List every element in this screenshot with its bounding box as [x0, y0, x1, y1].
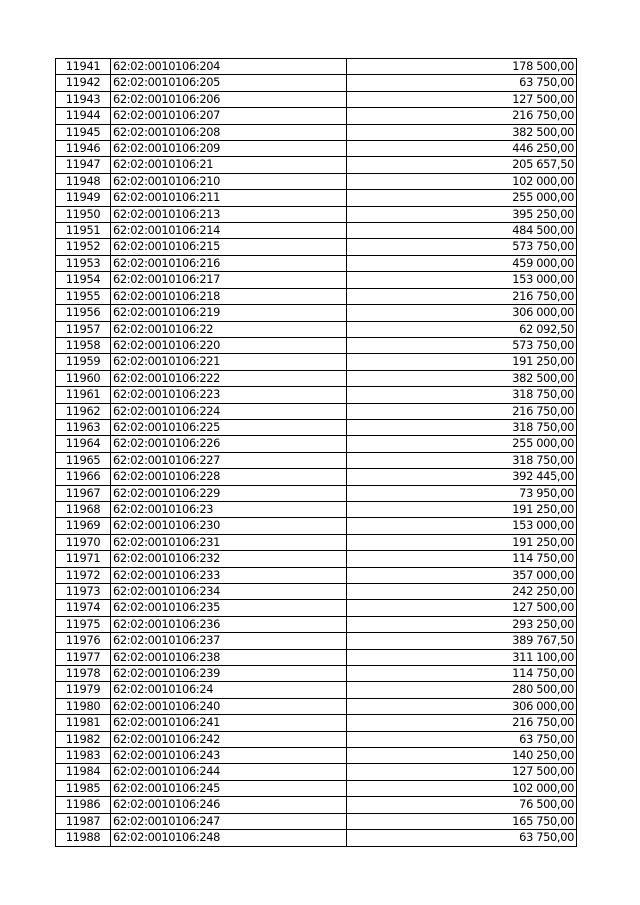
row-number-cell: 11983	[56, 748, 111, 764]
cadastral-number-cell: 62:02:0010106:211	[111, 190, 347, 206]
cadastral-value-cell: 127 500,00	[347, 764, 577, 780]
table-row	[56, 682, 577, 698]
table-row	[56, 337, 577, 353]
row-number-cell: 11976	[56, 633, 111, 649]
cadastral-value-cell: 395 250,00	[347, 206, 577, 222]
table-row	[56, 419, 577, 435]
cadastral-value-cell: 357 000,00	[347, 567, 577, 583]
row-number-cell: 11951	[56, 223, 111, 239]
table-row	[56, 190, 577, 206]
table-row	[56, 715, 577, 731]
table-row	[56, 108, 577, 124]
cadastral-number-cell: 62:02:0010106:244	[111, 764, 347, 780]
cadastral-value-cell: 382 500,00	[347, 124, 577, 140]
row-number-cell: 11979	[56, 682, 111, 698]
cadastral-value-cell: 280 500,00	[347, 682, 577, 698]
cadastral-number-cell: 62:02:0010106:207	[111, 108, 347, 124]
cadastral-number-cell: 62:02:0010106:220	[111, 337, 347, 353]
row-number-cell: 11965	[56, 452, 111, 468]
cadastral-number-cell: 62:02:0010106:227	[111, 452, 347, 468]
cadastral-number-cell: 62:02:0010106:208	[111, 124, 347, 140]
row-number-cell: 11974	[56, 600, 111, 616]
table-row	[56, 501, 577, 517]
cadastral-number-cell: 62:02:0010106:213	[111, 206, 347, 222]
cadastral-value-cell: 382 500,00	[347, 370, 577, 386]
cadastral-number-cell: 62:02:0010106:238	[111, 649, 347, 665]
cadastral-value-cell: 255 000,00	[347, 190, 577, 206]
row-number-cell: 11949	[56, 190, 111, 206]
cadastral-value-cell: 392 445,00	[347, 469, 577, 485]
table-row	[56, 370, 577, 386]
table-row	[56, 91, 577, 107]
cadastral-value-cell: 76 500,00	[347, 797, 577, 813]
cadastral-number-cell: 62:02:0010106:209	[111, 141, 347, 157]
row-number-cell: 11945	[56, 124, 111, 140]
table-row	[56, 666, 577, 682]
row-number-cell: 11973	[56, 584, 111, 600]
cadastral-number-cell: 62:02:0010106:225	[111, 419, 347, 435]
cadastral-value-cell: 153 000,00	[347, 272, 577, 288]
row-number-cell: 11967	[56, 485, 111, 501]
table-row	[56, 600, 577, 616]
row-number-cell: 11970	[56, 534, 111, 550]
table-body	[56, 59, 577, 847]
row-number-cell: 11982	[56, 731, 111, 747]
table-row	[56, 764, 577, 780]
row-number-cell: 11947	[56, 157, 111, 173]
cadastral-value-cell: 102 000,00	[347, 780, 577, 796]
cadastral-number-cell: 62:02:0010106:236	[111, 616, 347, 632]
table-row	[56, 141, 577, 157]
cadastral-number-cell: 62:02:0010106:228	[111, 469, 347, 485]
row-number-cell: 11981	[56, 715, 111, 731]
row-number-cell: 11955	[56, 288, 111, 304]
row-number-cell: 11941	[56, 59, 111, 75]
table-row	[56, 321, 577, 337]
table-row	[56, 830, 577, 846]
row-number-cell: 11966	[56, 469, 111, 485]
table-row	[56, 797, 577, 813]
row-number-cell: 11962	[56, 403, 111, 419]
table-row	[56, 469, 577, 485]
cadastral-value-cell: 127 500,00	[347, 91, 577, 107]
cadastral-number-cell: 62:02:0010106:210	[111, 173, 347, 189]
table-row	[56, 567, 577, 583]
cadastral-value-cell: 153 000,00	[347, 518, 577, 534]
cadastral-value-table	[55, 58, 577, 847]
table-row	[56, 633, 577, 649]
cadastral-value-cell: 63 750,00	[347, 731, 577, 747]
table-row	[56, 305, 577, 321]
table-row	[56, 59, 577, 75]
row-number-cell: 11959	[56, 354, 111, 370]
table-row	[56, 518, 577, 534]
cadastral-value-cell: 306 000,00	[347, 305, 577, 321]
table-row	[56, 288, 577, 304]
table-row	[56, 403, 577, 419]
cadastral-number-cell: 62:02:0010106:231	[111, 534, 347, 550]
cadastral-number-cell: 62:02:0010106:242	[111, 731, 347, 747]
table-row	[56, 698, 577, 714]
row-number-cell: 11954	[56, 272, 111, 288]
cadastral-number-cell: 62:02:0010106:222	[111, 370, 347, 386]
cadastral-value-cell: 573 750,00	[347, 239, 577, 255]
row-number-cell: 11957	[56, 321, 111, 337]
row-number-cell: 11963	[56, 419, 111, 435]
row-number-cell: 11978	[56, 666, 111, 682]
row-number-cell: 11943	[56, 91, 111, 107]
cadastral-number-cell: 62:02:0010106:235	[111, 600, 347, 616]
cadastral-number-cell: 62:02:0010106:239	[111, 666, 347, 682]
cadastral-value-cell: 114 750,00	[347, 666, 577, 682]
table-row	[56, 223, 577, 239]
cadastral-value-cell: 306 000,00	[347, 698, 577, 714]
cadastral-value-cell: 216 750,00	[347, 108, 577, 124]
table-row	[56, 124, 577, 140]
cadastral-value-cell: 318 750,00	[347, 387, 577, 403]
cadastral-value-cell: 191 250,00	[347, 501, 577, 517]
cadastral-number-cell: 62:02:0010106:221	[111, 354, 347, 370]
table-row	[56, 780, 577, 796]
table-row	[56, 485, 577, 501]
cadastral-number-cell: 62:02:0010106:24	[111, 682, 347, 698]
table-row	[56, 584, 577, 600]
cadastral-number-cell: 62:02:0010106:219	[111, 305, 347, 321]
cadastral-value-cell: 165 750,00	[347, 813, 577, 829]
cadastral-value-cell: 127 500,00	[347, 600, 577, 616]
cadastral-number-cell: 62:02:0010106:245	[111, 780, 347, 796]
cadastral-number-cell: 62:02:0010106:229	[111, 485, 347, 501]
row-number-cell: 11971	[56, 551, 111, 567]
row-number-cell: 11950	[56, 206, 111, 222]
table-row	[56, 813, 577, 829]
row-number-cell: 11980	[56, 698, 111, 714]
table-row	[56, 75, 577, 91]
cadastral-number-cell: 62:02:0010106:204	[111, 59, 347, 75]
cadastral-value-cell: 293 250,00	[347, 616, 577, 632]
cadastral-number-cell: 62:02:0010106:248	[111, 830, 347, 846]
row-number-cell: 11948	[56, 173, 111, 189]
cadastral-value-cell: 573 750,00	[347, 337, 577, 353]
cadastral-number-cell: 62:02:0010106:247	[111, 813, 347, 829]
cadastral-value-cell: 62 092,50	[347, 321, 577, 337]
row-number-cell: 11987	[56, 813, 111, 829]
cadastral-number-cell: 62:02:0010106:246	[111, 797, 347, 813]
table-row	[56, 354, 577, 370]
table-row	[56, 534, 577, 550]
cadastral-value-cell: 63 750,00	[347, 830, 577, 846]
cadastral-value-cell: 216 750,00	[347, 715, 577, 731]
cadastral-value-cell: 484 500,00	[347, 223, 577, 239]
cadastral-value-cell: 446 250,00	[347, 141, 577, 157]
table-row	[56, 157, 577, 173]
cadastral-number-cell: 62:02:0010106:243	[111, 748, 347, 764]
row-number-cell: 11969	[56, 518, 111, 534]
cadastral-number-cell: 62:02:0010106:23	[111, 501, 347, 517]
cadastral-value-cell: 205 657,50	[347, 157, 577, 173]
cadastral-value-cell: 73 950,00	[347, 485, 577, 501]
cadastral-value-cell: 191 250,00	[347, 354, 577, 370]
row-number-cell: 11952	[56, 239, 111, 255]
row-number-cell: 11972	[56, 567, 111, 583]
cadastral-number-cell: 62:02:0010106:237	[111, 633, 347, 649]
cadastral-number-cell: 62:02:0010106:240	[111, 698, 347, 714]
cadastral-number-cell: 62:02:0010106:217	[111, 272, 347, 288]
cadastral-value-cell: 242 250,00	[347, 584, 577, 600]
row-number-cell: 11964	[56, 436, 111, 452]
row-number-cell: 11988	[56, 830, 111, 846]
table-row	[56, 452, 577, 468]
cadastral-value-cell: 318 750,00	[347, 419, 577, 435]
row-number-cell: 11958	[56, 337, 111, 353]
table-row	[56, 272, 577, 288]
cadastral-number-cell: 62:02:0010106:226	[111, 436, 347, 452]
cadastral-number-cell: 62:02:0010106:21	[111, 157, 347, 173]
cadastral-value-cell: 459 000,00	[347, 255, 577, 271]
cadastral-number-cell: 62:02:0010106:205	[111, 75, 347, 91]
cadastral-value-cell: 140 250,00	[347, 748, 577, 764]
row-number-cell: 11953	[56, 255, 111, 271]
cadastral-value-cell: 311 100,00	[347, 649, 577, 665]
table-row	[56, 616, 577, 632]
row-number-cell: 11968	[56, 501, 111, 517]
table-row	[56, 649, 577, 665]
row-number-cell: 11956	[56, 305, 111, 321]
row-number-cell: 11975	[56, 616, 111, 632]
row-number-cell: 11960	[56, 370, 111, 386]
cadastral-number-cell: 62:02:0010106:206	[111, 91, 347, 107]
cadastral-value-cell: 216 750,00	[347, 403, 577, 419]
table-row	[56, 748, 577, 764]
cadastral-number-cell: 62:02:0010106:215	[111, 239, 347, 255]
cadastral-number-cell: 62:02:0010106:234	[111, 584, 347, 600]
cadastral-number-cell: 62:02:0010106:233	[111, 567, 347, 583]
cadastral-number-cell: 62:02:0010106:216	[111, 255, 347, 271]
row-number-cell: 11961	[56, 387, 111, 403]
cadastral-value-cell: 178 500,00	[347, 59, 577, 75]
cadastral-value-cell: 191 250,00	[347, 534, 577, 550]
cadastral-number-cell: 62:02:0010106:224	[111, 403, 347, 419]
cadastral-number-cell: 62:02:0010106:22	[111, 321, 347, 337]
table-row	[56, 206, 577, 222]
row-number-cell: 11986	[56, 797, 111, 813]
row-number-cell: 11946	[56, 141, 111, 157]
cadastral-value-cell: 114 750,00	[347, 551, 577, 567]
cadastral-number-cell: 62:02:0010106:218	[111, 288, 347, 304]
cadastral-value-cell: 255 000,00	[347, 436, 577, 452]
row-number-cell: 11942	[56, 75, 111, 91]
table-row	[56, 173, 577, 189]
cadastral-value-cell: 318 750,00	[347, 452, 577, 468]
cadastral-value-cell: 102 000,00	[347, 173, 577, 189]
cadastral-value-cell: 389 767,50	[347, 633, 577, 649]
row-number-cell: 11985	[56, 780, 111, 796]
row-number-cell: 11977	[56, 649, 111, 665]
table-row	[56, 255, 577, 271]
row-number-cell: 11984	[56, 764, 111, 780]
cadastral-value-cell: 63 750,00	[347, 75, 577, 91]
cadastral-number-cell: 62:02:0010106:230	[111, 518, 347, 534]
table-row	[56, 436, 577, 452]
table-row	[56, 387, 577, 403]
cadastral-value-cell: 216 750,00	[347, 288, 577, 304]
row-number-cell: 11944	[56, 108, 111, 124]
cadastral-number-cell: 62:02:0010106:241	[111, 715, 347, 731]
cadastral-number-cell: 62:02:0010106:214	[111, 223, 347, 239]
cadastral-number-cell: 62:02:0010106:223	[111, 387, 347, 403]
table-row	[56, 731, 577, 747]
cadastral-number-cell: 62:02:0010106:232	[111, 551, 347, 567]
table-row	[56, 239, 577, 255]
table-row	[56, 551, 577, 567]
